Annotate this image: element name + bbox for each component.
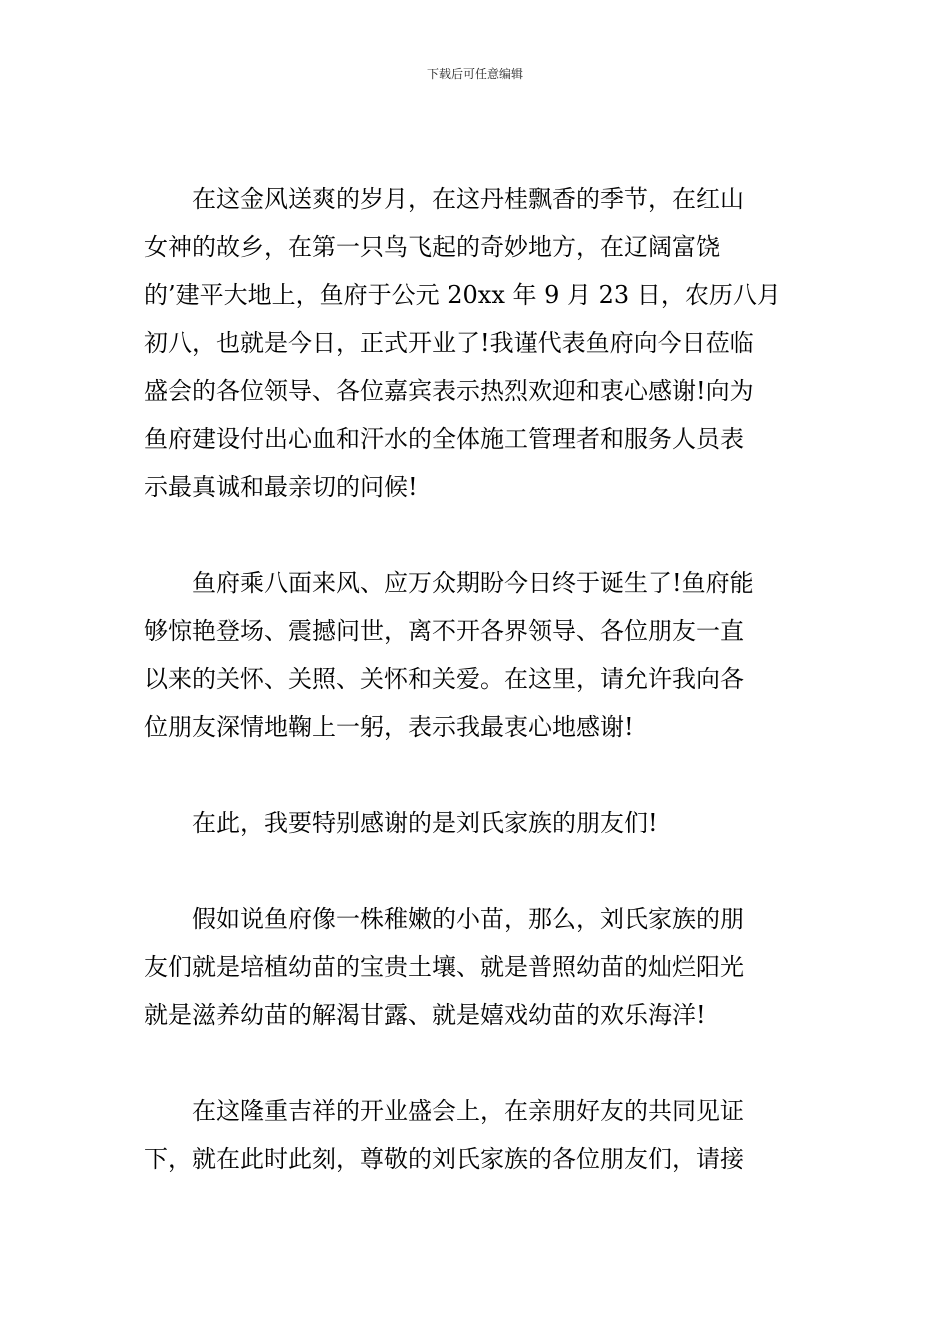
text-line: 在这金风送爽的岁月，在这丹桂飘香的季节，在红山 [192, 185, 744, 213]
paragraph-gratitude [144, 559, 808, 751]
text-line: 友们就是培植幼苗的宝贵土壤、就是普照幼苗的灿烂阳光 [144, 953, 744, 981]
header-note: 下载后可任意编辑 [426, 67, 523, 81]
text-line: 的’建平大地上，鱼府于公元 20xx 年 9 月 23 日，农历八月 [144, 281, 781, 309]
text-line: 在此，我要特别感谢的是刘氏家族的朋友们! [192, 809, 658, 837]
paragraph-opening [144, 175, 808, 511]
text-line: 盛会的各位领导、各位嘉宾表示热烈欢迎和衷心感谢!向为 [144, 377, 754, 405]
paragraph-ceremony [144, 1087, 808, 1183]
text-line: 女神的故乡，在第一只鸟飞起的奇妙地方，在辽阔富饶 [144, 233, 720, 261]
text-line: 鱼府乘八面来风、应万众期盼今日终于诞生了!鱼府能 [192, 569, 754, 597]
text-line: 示最真诚和最亲切的问候! [144, 473, 418, 501]
text-line: 以来的关怀、关照、关怀和关爱。在这里，请允许我向各 [144, 665, 744, 693]
text-line: 假如说鱼府像一株稚嫩的小苗，那么，刘氏家族的朋 [192, 905, 744, 933]
text-line: 鱼府建设付出心血和汗水的全体施工管理者和服务人员表 [144, 425, 744, 453]
text-line: 就是滋养幼苗的解渴甘露、就是嬉戏幼苗的欢乐海洋! [144, 1001, 706, 1029]
text-line: 在这隆重吉祥的开业盛会上，在亲朋好友的共同见证 [192, 1097, 744, 1125]
text-line: 下，就在此时此刻，尊敬的刘氏家族的各位朋友们，请接 [144, 1145, 744, 1173]
paragraph-metaphor [144, 895, 808, 1039]
document-body [144, 175, 808, 1183]
text-line: 位朋友深情地鞠上一躬，表示我最衷心地感谢! [144, 713, 634, 741]
text-line: 够惊艳登场、震撼问世，离不开各界领导、各位朋友一直 [144, 617, 744, 645]
text-line: 初八，也就是今日，正式开业了!我谨代表鱼府向今日莅临 [144, 329, 754, 357]
paragraph-special-thanks [144, 799, 808, 847]
